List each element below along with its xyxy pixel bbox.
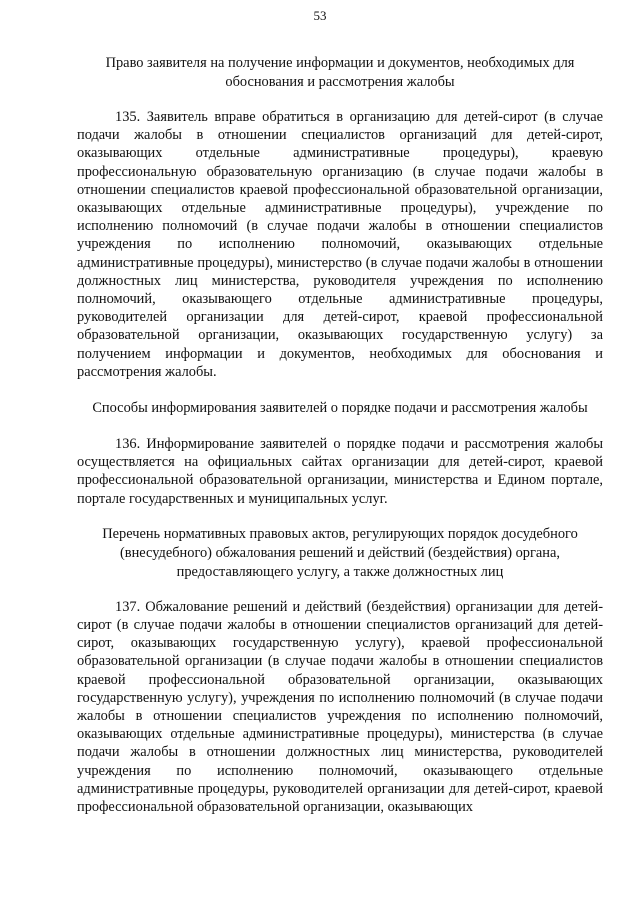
section-heading-information-rights: Право заявителя на получение информации и документов, необходимых для обоснования и рассмотрения жалобы xyxy=(105,55,575,90)
page-number: 53 xyxy=(313,8,327,23)
section-heading-informing-methods: Способы информирования заявителей о порядке подачи и рассмотрения жалобы xyxy=(92,400,588,417)
paragraph-136: 136. Информирование заявителей о порядке подачи и рассмотрения жалобы осуществляется на официальных сайтах организации для детей-сирот, краевой профессиональной образовательной организации, министерства и Едином портале, портале государственных и муниципальных услуг. xyxy=(77,436,603,507)
section-heading-regulatory-acts: Перечень нормативных правовых актов, регулирующих порядок досудебного (внесудебного) обжалования решений и действий (бездействия) органа, предоставляющего услугу, а также должностных лиц xyxy=(102,525,578,580)
paragraph-135: 135. Заявитель вправе обратиться в организацию для детей-сирот (в случае подачи жалобы в отношении специалистов организаций для детей-сирот, оказывающих отдельные административные процедуры), краевую профессиональную образовательную организацию (в случае подачи жалобы в отношении специалистов краевой профессиональной образовательной организации, оказывающих отдельные административные процедуры), учреждение по исполнению полномочий (в случае подачи жалобы в отношении специалистов учреждения по исполнению полномочий, оказывающих отдельные административные процедуры), министерство (в случае подачи жалобы в отношении должностных лиц министерства, руководителя учреждения по исполнению полномочий, оказывающего отдельные административные процедуры, руководителей организации для детей-сирот, краевой профессиональной образовательной организации, оказывающих государственную услугу) за получением информации и документов, необходимых для обоснования и рассмотрения жалобы. xyxy=(77,109,603,380)
page-content xyxy=(77,54,603,816)
paragraph-137: 137. Обжалование решений и действий (бездействия) организации для детей-сирот (в случае подачи жалобы в отношении специалистов организаций для детей-сирот, оказывающих государственную услугу), краевой профессиональной образовательной организации (в случае подачи жалобы в отношении специалистов краевой профессиональной образовательной организации, оказывающих государственную услугу), учреждения по исполнению полномочий (в случае подачи жалобы в отношении специалистов учреждения по исполнению полномочий, оказывающих отдельные административные процедуры), министерства (в случае подачи жалобы в отношении должностных лиц министерства, руководителей учреждения по исполнению полномочий, оказывающего отдельные административные процедуры, руководителей организации для детей-сирот, краевой профессиональной образовательной организации, оказывающих xyxy=(77,598,603,816)
